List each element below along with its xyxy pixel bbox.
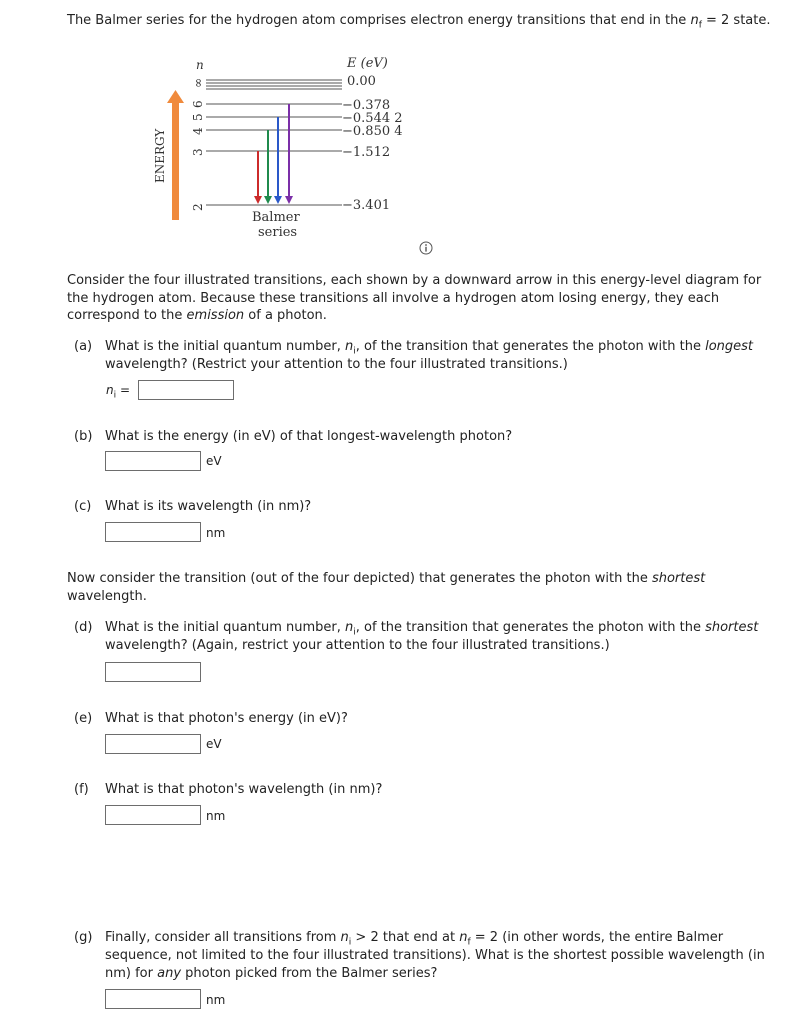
transition-arrow-6-to-2 bbox=[285, 104, 293, 204]
ni-subscript-d: i bbox=[353, 627, 356, 638]
consider-line-3-pre: correspond to the bbox=[67, 308, 187, 323]
level-2-n: 2 bbox=[191, 203, 205, 211]
question-g-line-2: sequence, not limited to the four illustrated transitions). What is the shortest possible wavelength (in bbox=[105, 948, 765, 963]
qg-line3-pre: nm) for bbox=[105, 966, 158, 981]
shortest-emphasis-1: shortest bbox=[651, 571, 706, 586]
nf-symbol-g: n bbox=[459, 930, 468, 945]
emission-emphasis: emission bbox=[186, 308, 245, 323]
series-label-top: Balmer bbox=[252, 210, 300, 225]
answer-c-input[interactable] bbox=[105, 522, 201, 542]
transition-arrow-3-to-2 bbox=[254, 151, 262, 204]
question-f-label: (f) bbox=[74, 782, 89, 797]
level-4-n: 4 bbox=[191, 127, 205, 135]
question-c-text: What is its wavelength (in nm)? bbox=[105, 499, 312, 514]
ni-symbol-g: n bbox=[340, 930, 349, 945]
longest-emphasis: longest bbox=[705, 339, 754, 354]
energy-level-diagram bbox=[140, 55, 440, 255]
answer-d-input[interactable] bbox=[105, 662, 201, 682]
ni-equals: = bbox=[116, 383, 130, 397]
qg-line3-post: photon picked from the Balmer series? bbox=[181, 966, 438, 981]
intro-post: = 2 state. bbox=[701, 13, 771, 28]
now-line-2: wavelength. bbox=[67, 589, 147, 604]
question-e-label: (e) bbox=[74, 711, 93, 726]
level-5-energy: −0.544 2 bbox=[342, 111, 403, 126]
answer-f-input[interactable] bbox=[105, 805, 201, 825]
level-infinity-n: ∞ bbox=[191, 78, 205, 88]
nf-symbol: n bbox=[690, 13, 699, 28]
answer-g-input[interactable] bbox=[105, 989, 201, 1009]
ni-subscript-g: i bbox=[348, 937, 352, 948]
qg-b: > 2 that end at bbox=[351, 930, 460, 945]
question-a-label: (a) bbox=[74, 339, 93, 354]
question-g-label: (g) bbox=[74, 930, 93, 945]
consider-line-3-post: of a photon. bbox=[244, 308, 327, 323]
answer-e-unit: eV bbox=[206, 737, 222, 751]
now-line-1 bbox=[67, 570, 705, 588]
energy-axis-arrow bbox=[167, 90, 184, 220]
qg-c: = 2 (in other words, the entire Balmer bbox=[470, 930, 724, 945]
e-header: E (eV) bbox=[347, 56, 388, 71]
level-infinity-energy: 0.00 bbox=[347, 74, 376, 89]
answer-b-unit: eV bbox=[206, 454, 222, 468]
ni-equals-label bbox=[106, 381, 130, 404]
intro-text bbox=[67, 12, 771, 35]
qa-pre: What is the initial quantum number, bbox=[105, 339, 345, 354]
shortest-emphasis-2: shortest bbox=[705, 620, 759, 635]
level-6-n: 6 bbox=[191, 100, 205, 108]
series-label-bottom: series bbox=[258, 225, 298, 240]
question-e-text: What is that photon's energy (in eV)? bbox=[105, 711, 348, 726]
level-3-n: 3 bbox=[191, 148, 205, 156]
level-infinity bbox=[206, 80, 342, 89]
answer-a-input[interactable] bbox=[138, 380, 234, 400]
transition-arrow-4-to-2 bbox=[264, 130, 272, 204]
energy-axis-label: ENERGY bbox=[153, 128, 167, 183]
ni-symbol: n bbox=[345, 339, 354, 354]
ni-subscript: i bbox=[353, 346, 356, 357]
now-pre: Now consider the transition (out of the four depicted) that generates the photon with the bbox=[67, 571, 652, 586]
level-3-energy: −1.512 bbox=[342, 145, 391, 160]
any-emphasis: any bbox=[157, 966, 182, 981]
level-5-n: 5 bbox=[191, 113, 205, 121]
level-2-energy: −3.401 bbox=[342, 198, 391, 213]
question-a-line-2: wavelength? (Restrict your attention to the four illustrated transitions.) bbox=[105, 357, 568, 372]
answer-b-input[interactable] bbox=[105, 451, 201, 471]
nf-subscript-g: f bbox=[467, 937, 471, 948]
question-d-line-2: wavelength? (Again, restrict your attention to the four illustrated transitions.) bbox=[105, 638, 610, 653]
consider-line-1: Consider the four illustrated transitions, each shown by a downward arrow in this energy-level diagram for bbox=[67, 273, 762, 288]
consider-line-2: the hydrogen atom. Because these transitions all involve a hydrogen atom losing energy, they each bbox=[67, 291, 720, 306]
question-b-text: What is the energy (in eV) of that longest-wavelength photon? bbox=[105, 429, 513, 444]
question-c-label: (c) bbox=[74, 499, 92, 514]
qg-a: Finally, consider all transitions from bbox=[105, 930, 341, 945]
answer-c-unit: nm bbox=[206, 526, 226, 540]
consider-line-3 bbox=[67, 307, 327, 325]
answer-f-unit: nm bbox=[206, 809, 226, 823]
question-d-label: (d) bbox=[74, 620, 93, 635]
level-6-energy: −0.378 bbox=[342, 98, 391, 113]
info-icon[interactable] bbox=[419, 241, 433, 255]
question-g-line-3 bbox=[105, 965, 437, 983]
qd-mid: , of the transition that generates the photon with the bbox=[355, 620, 706, 635]
answer-e-input[interactable] bbox=[105, 734, 201, 754]
n-header: n bbox=[196, 58, 204, 72]
ni-prefix: n bbox=[106, 383, 114, 397]
question-f-text: What is that photon's wavelength (in nm)? bbox=[105, 782, 383, 797]
qd-pre: What is the initial quantum number, bbox=[105, 620, 345, 635]
ni-symbol-d: n bbox=[345, 620, 354, 635]
question-b-label: (b) bbox=[74, 429, 93, 444]
intro-pre: The Balmer series for the hydrogen atom comprises electron energy transitions that end in the bbox=[67, 13, 691, 28]
qa-mid: , of the transition that generates the photon with the bbox=[355, 339, 706, 354]
level-4-energy: −0.850 4 bbox=[342, 124, 403, 139]
ni-prefix-subscript: i bbox=[113, 390, 117, 401]
nf-subscript: f bbox=[698, 20, 702, 31]
answer-g-unit: nm bbox=[206, 993, 226, 1007]
